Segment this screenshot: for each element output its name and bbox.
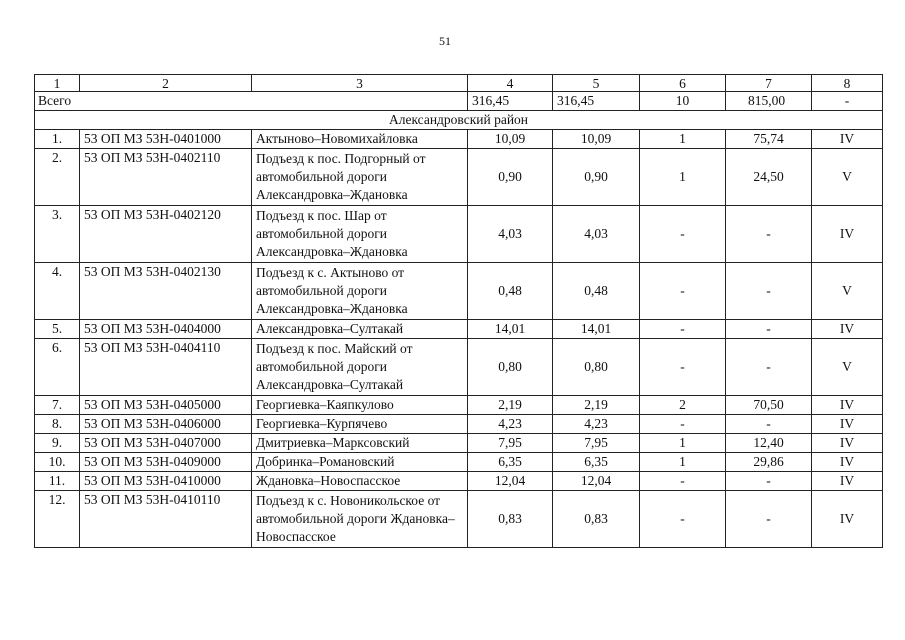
length-col5: 0,90 (553, 149, 640, 206)
table-row (35, 453, 883, 472)
row-number: 2. (35, 149, 80, 206)
road-name: Ждановка–Новоспасское (252, 472, 468, 491)
road-name: Подъезд к с. Актыново от автомобильной дороги Александровка–Ждановка (252, 263, 468, 320)
row-number: 9. (35, 434, 80, 453)
road-category: V (812, 263, 883, 320)
bridges-length: - (726, 263, 812, 320)
table-row (35, 130, 883, 149)
column-header: 6 (640, 75, 726, 92)
table-row (35, 320, 883, 339)
road-code: 53 ОП МЗ 53Н-0410110 (80, 491, 252, 548)
table-row (35, 263, 883, 320)
length-col5: 4,03 (553, 206, 640, 263)
table-row (35, 149, 883, 206)
length-col4: 14,01 (468, 320, 553, 339)
row-number: 1. (35, 130, 80, 149)
table-row (35, 415, 883, 434)
road-category: IV (812, 472, 883, 491)
table-row (35, 339, 883, 396)
road-category: IV (812, 320, 883, 339)
bridges-count: - (640, 491, 726, 548)
table-row (35, 396, 883, 415)
bridges-length: 29,86 (726, 453, 812, 472)
road-code: 53 ОП МЗ 53Н-0407000 (80, 434, 252, 453)
road-category: IV (812, 453, 883, 472)
total-label: Всего (35, 92, 468, 111)
road-category: IV (812, 130, 883, 149)
length-col4: 6,35 (468, 453, 553, 472)
roads-table (34, 74, 883, 548)
length-col4: 0,83 (468, 491, 553, 548)
road-name: Актыново–Новомихайловка (252, 130, 468, 149)
table-row (35, 491, 883, 548)
bridges-length: - (726, 206, 812, 263)
road-name: Подъезд к пос. Подгорный от автомобильной дороги Александровка–Ждановка (252, 149, 468, 206)
road-code: 53 ОП МЗ 53Н-0404000 (80, 320, 252, 339)
total-col4: 316,45 (468, 92, 553, 111)
length-col4: 0,48 (468, 263, 553, 320)
length-col5: 2,19 (553, 396, 640, 415)
bridges-count: 1 (640, 453, 726, 472)
bridges-length: 70,50 (726, 396, 812, 415)
row-number: 8. (35, 415, 80, 434)
bridges-count: 1 (640, 434, 726, 453)
page-number: 51 (439, 34, 451, 48)
bridges-length: 12,40 (726, 434, 812, 453)
length-col4: 10,09 (468, 130, 553, 149)
road-name: Дмитриевка–Марксовский (252, 434, 468, 453)
road-category: V (812, 149, 883, 206)
district-heading: Александровский район (35, 111, 883, 130)
road-name: Георгиевка–Каяпкулово (252, 396, 468, 415)
road-code: 53 ОП МЗ 53Н-0406000 (80, 415, 252, 434)
bridges-length: - (726, 491, 812, 548)
length-col5: 14,01 (553, 320, 640, 339)
bridges-length: 24,50 (726, 149, 812, 206)
length-col5: 0,83 (553, 491, 640, 548)
length-col5: 0,48 (553, 263, 640, 320)
road-category: V (812, 339, 883, 396)
bridges-count: - (640, 206, 726, 263)
row-number: 7. (35, 396, 80, 415)
road-code: 53 ОП МЗ 53Н-0405000 (80, 396, 252, 415)
road-category: IV (812, 491, 883, 548)
bridges-count: - (640, 263, 726, 320)
length-col5: 0,80 (553, 339, 640, 396)
bridges-count: - (640, 339, 726, 396)
road-code: 53 ОП МЗ 53Н-0402120 (80, 206, 252, 263)
bridges-count: - (640, 472, 726, 491)
bridges-count: 1 (640, 149, 726, 206)
length-col4: 12,04 (468, 472, 553, 491)
row-number: 12. (35, 491, 80, 548)
road-code: 53 ОП МЗ 53Н-0402130 (80, 263, 252, 320)
length-col4: 4,23 (468, 415, 553, 434)
total-row (35, 92, 883, 111)
road-category: IV (812, 434, 883, 453)
road-category: IV (812, 206, 883, 263)
length-col5: 4,23 (553, 415, 640, 434)
road-code: 53 ОП МЗ 53Н-0409000 (80, 453, 252, 472)
length-col4: 0,90 (468, 149, 553, 206)
table-row (35, 434, 883, 453)
bridges-count: 2 (640, 396, 726, 415)
table-row (35, 472, 883, 491)
row-number: 5. (35, 320, 80, 339)
bridges-length: - (726, 472, 812, 491)
total-col5: 316,45 (553, 92, 640, 111)
row-number: 3. (35, 206, 80, 263)
length-col4: 4,03 (468, 206, 553, 263)
row-number: 10. (35, 453, 80, 472)
column-header: 1 (35, 75, 80, 92)
column-header: 7 (726, 75, 812, 92)
table-row (35, 206, 883, 263)
road-category: IV (812, 396, 883, 415)
column-header: 8 (812, 75, 883, 92)
road-name: Подъезд к пос. Майский от автомобильной дороги Александровка–Султакай (252, 339, 468, 396)
column-header: 5 (553, 75, 640, 92)
road-name: Добринка–Романовский (252, 453, 468, 472)
length-col5: 6,35 (553, 453, 640, 472)
row-number: 11. (35, 472, 80, 491)
bridges-length: - (726, 320, 812, 339)
bridges-count: 1 (640, 130, 726, 149)
district-row (35, 111, 883, 130)
road-name: Подъезд к пос. Шар от автомобильной дороги Александровка–Ждановка (252, 206, 468, 263)
road-name: Георгиевка–Курпячево (252, 415, 468, 434)
column-header: 4 (468, 75, 553, 92)
bridges-count: - (640, 320, 726, 339)
row-number: 4. (35, 263, 80, 320)
road-code: 53 ОП МЗ 53Н-0410000 (80, 472, 252, 491)
road-code: 53 ОП МЗ 53Н-0404110 (80, 339, 252, 396)
road-name: Александровка–Султакай (252, 320, 468, 339)
road-code: 53 ОП МЗ 53Н-0401000 (80, 130, 252, 149)
column-header: 2 (80, 75, 252, 92)
bridges-length: - (726, 339, 812, 396)
row-number: 6. (35, 339, 80, 396)
total-col8: - (812, 92, 883, 111)
road-name: Подъезд к с. Новоникольское от автомобильной дороги Ждановка–Новоспасское (252, 491, 468, 548)
total-col7: 815,00 (726, 92, 812, 111)
bridges-length: - (726, 415, 812, 434)
bridges-count: - (640, 415, 726, 434)
length-col4: 7,95 (468, 434, 553, 453)
total-col6: 10 (640, 92, 726, 111)
bridges-length: 75,74 (726, 130, 812, 149)
road-code: 53 ОП МЗ 53Н-0402110 (80, 149, 252, 206)
length-col5: 12,04 (553, 472, 640, 491)
column-numbers-row (35, 75, 883, 92)
length-col5: 10,09 (553, 130, 640, 149)
road-category: IV (812, 415, 883, 434)
length-col4: 0,80 (468, 339, 553, 396)
column-header: 3 (252, 75, 468, 92)
length-col4: 2,19 (468, 396, 553, 415)
length-col5: 7,95 (553, 434, 640, 453)
